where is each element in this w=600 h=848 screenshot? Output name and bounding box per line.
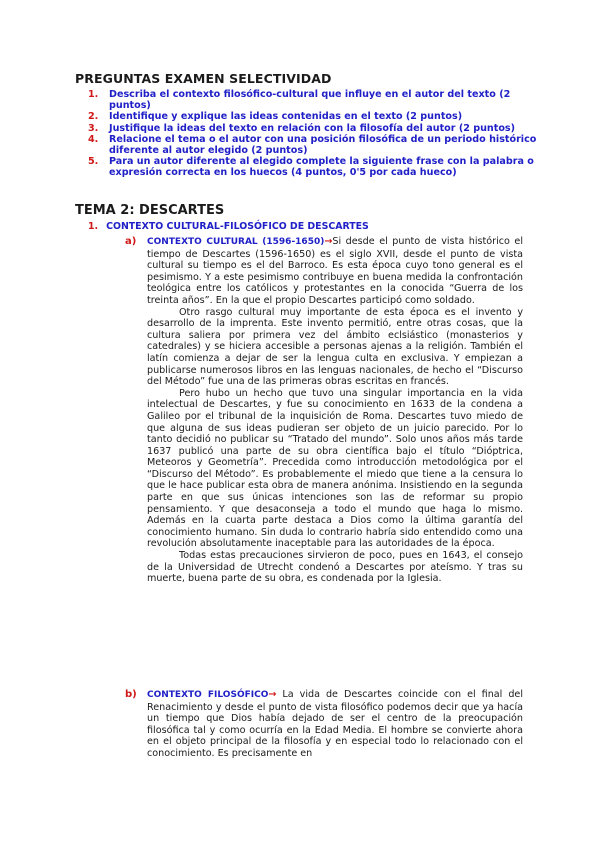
paragraph-text: Si desde el punto de vista histórico el tiempo de Descartes (1596-1650) es el siglo XVII, desde el punto de vista cultural su tiempo es el del Barroco. Es esta época cuyo tono general es el pesimismo. Y a este pesimismo contribuye en buena medida la confrontación teológica entre los católicos y protestantes en la conocida “Guerra de los treinta años”. En la que el propio Descartes participó como soldado.: [147, 236, 523, 306]
question-number: 3.: [88, 122, 99, 134]
philosophical-context-section: [125, 689, 523, 760]
question-text: Para un autor diferente al elegido complete la siguiente frase con la palabra o expresión correcta en los huecos (4 puntos, 0'5 por cada hueco): [109, 156, 534, 179]
question-item: [75, 156, 545, 178]
questions-list: [75, 89, 545, 179]
subsection-heading: CONTEXTO FILOSÓFICO: [147, 690, 269, 700]
subsection-marker: a): [125, 236, 137, 247]
paragraph: Otro rasgo cultural muy importante de esta época es el invento y desarrollo de la imprenta. Este invento permitió, entre otras cosas, que la cultura saliera por primera vez del ámbito eclsiástico (monasterios y catedrales) y se hiciera accesible a personas ajenas a la religión. También el latín comienza a dejar de ser la lengua culta en exclusiva. Y empiezan a publicarse numerosos libros en las lenguas nacionales, de hecho el “Discurso del Método” fue una de las primeras obras escritas en francés.: [147, 306, 523, 388]
paragraph: [147, 236, 523, 307]
tema-heading: TEMA 2: DESCARTES: [75, 203, 225, 218]
subsection-heading: CONTEXTO CULTURAL (1596-1650): [147, 237, 325, 247]
question-number: 1.: [88, 89, 99, 100]
question-item: [75, 89, 545, 111]
question-number: 5.: [88, 156, 99, 168]
arrow-icon: →: [324, 236, 333, 247]
paragraph: [147, 689, 523, 760]
question-text: Identifique y explique las ideas contenidas en el texto (2 puntos): [109, 111, 463, 123]
section-number: 1.: [88, 221, 99, 232]
question-text: Justifique la ideas del texto en relación con la filosofía del autor (2 puntos): [109, 122, 516, 134]
question-number: 4.: [88, 133, 99, 145]
question-item: [75, 123, 545, 134]
page-title: PREGUNTAS EXAMEN SELECTIVIDAD: [75, 71, 332, 86]
question-text: Relacione el tema o el autor con una posición filosófica de un periodo histórico diferente al autor elegido (2 puntos): [109, 133, 537, 157]
paragraph: Pero hubo un hecho que tuvo una singular importancia en la vida intelectual de Descartes, y fue su conocimiento en 1633 de la condena a Galileo por el tribunal de la inquisición de Roma. Descartes tuvo miedo de que alguna de sus ideas pudieran ser objeto de un juicio parecido. Por lo tanto decidió no publicar su “Tratado del mundo”. Solo unos años más tarde 1637 publicó una parte de su obra científica bajo el título “Dióptrica, Meteoros y Geometría”. Precedida como introducción metodológica por el “Discurso del Método”. Es probablemente el miedo que tiene a la censura lo que le hace publicar esta obra de manera anónima. Insistiendo en la segunda parte en que sus únicas intenciones son las de reformar su propio pensamiento. Y que desaconseja a todo el mundo que haga lo mismo. Además en la cuarta parte destaca a Dios como la última garantía del conocimiento humano. Sin duda lo contrario habría sido entendido como una revolución absolutamente inaceptable para las autoridades de la época.: [147, 387, 523, 550]
question-item: [75, 134, 545, 156]
section-label: CONTEXTO CULTURAL-FILOSÓFICO DE DESCARTES: [106, 221, 369, 232]
subsection-marker: b): [125, 689, 137, 700]
cultural-context-section: [125, 236, 523, 585]
question-item: [75, 111, 545, 122]
section-heading: [88, 221, 369, 232]
question-text: Describa el contexto filosófico-cultural que influye en el autor del texto (2 puntos): [109, 89, 511, 112]
paragraph-text: La vida de Descartes coincide con el final del Renacimiento y desde el punto de vista filosófico podemos decir que ya hacía un tiempo que Dios había dejado de ser el centro de la preocupación filosófica tal y como ocurría en la Edad Media. El hombre se convierte ahora en el objeto principal de la filosofía y en especial todo lo relacionado con el conocimiento. Es precisamente en: [147, 689, 523, 759]
paragraph: Todas estas precauciones sirvieron de poco, pues en 1643, el consejo de la Universidad de Utrecht condenó a Descartes por ateísmo. Y tras su muerte, buena parte de su obra, es condenada por la Iglesia.: [147, 550, 523, 585]
question-number: 2.: [88, 111, 99, 123]
arrow-icon: →: [268, 689, 277, 700]
